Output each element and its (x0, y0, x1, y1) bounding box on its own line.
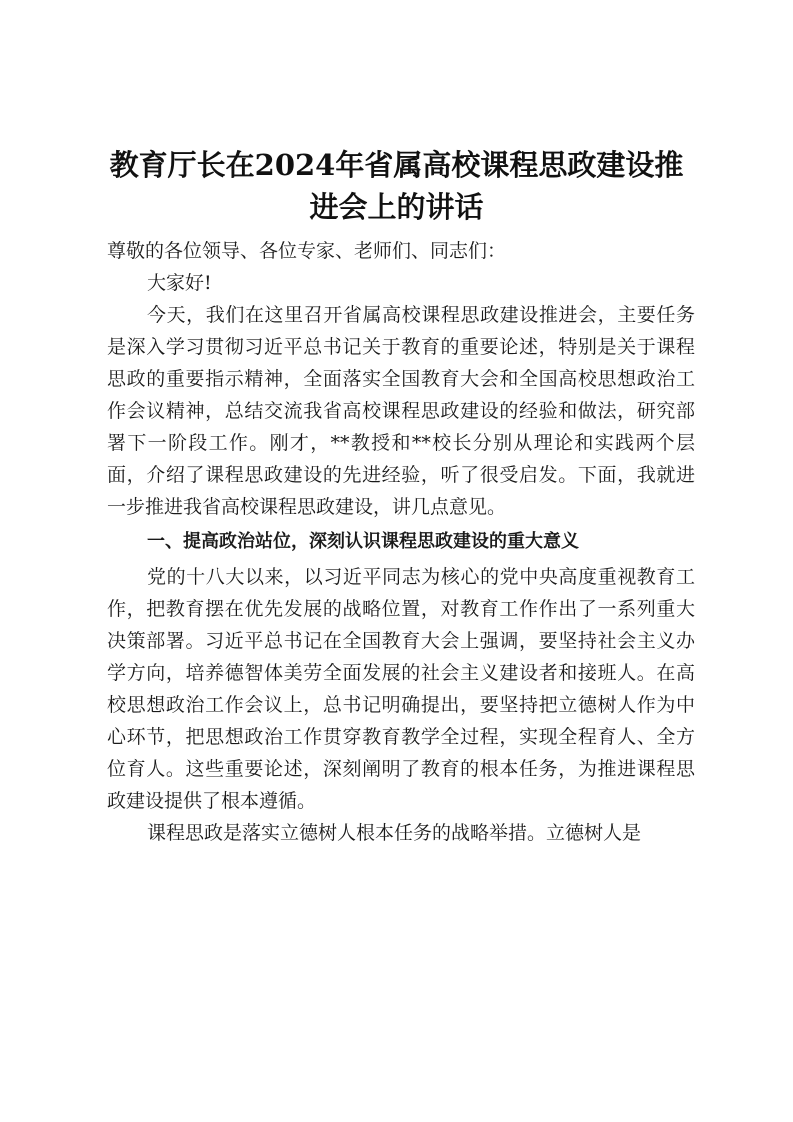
section-heading-1: 一、提高政治站位，深刻认识课程思政建设的重大意义 (147, 531, 579, 552)
document-title-line-2: 进会上的讲话 (309, 190, 484, 224)
document-title-line-1: 教育厅长在2024年省属高校课程思政建设推 (109, 148, 684, 182)
greeting: 大家好! (147, 272, 212, 294)
salutation: 尊敬的各位领导、各位专家、老师们、同志们： (107, 240, 507, 262)
document-body (107, 235, 695, 849)
paragraph-intro: 今天，我们在这里召开省属高校课程思政建设推进会，主要任务是深入学习贯彻习近平总书记关于教育的重要论述，特别是关于课程思政的重要指示精神，全面落实全国教育大会和全国高校思想政治工作会议精神，总结交流我省高校课程思政建设的经验和做法，研究部署下一阶段工作。刚才，**教授和**校长分别从理论和实践两个层面，介绍了课程思政建设的先进经验，听了很受启发。下面，我就进一步推进我省高校课程思政建设，讲几点意见。 (107, 304, 695, 518)
paragraph-section-1: 党的十八大以来，以习近平同志为核心的党中央高度重视教育工作，把教育摆在优先发展的战略位置，对教育工作作出了一系列重大决策部署。习近平总书记在全国教育大会上强调，要坚持社会主义办学方向，培养德智体美劳全面发展的社会主义建设者和接班人。在高校思想政治工作会议上，总书记明确提出，要坚持把立德树人作为中心环节，把思想政治工作贯穿教育教学全过程，实现全程育人、全方位育人。这些重要论述，深刻阐明了教育的根本任务，为推进课程思政建设提供了根本遵循。 (107, 566, 695, 812)
paragraph-section-1-continued: 课程思政是落实立德树人根本任务的战略举措。立德树人是 (147, 822, 642, 844)
